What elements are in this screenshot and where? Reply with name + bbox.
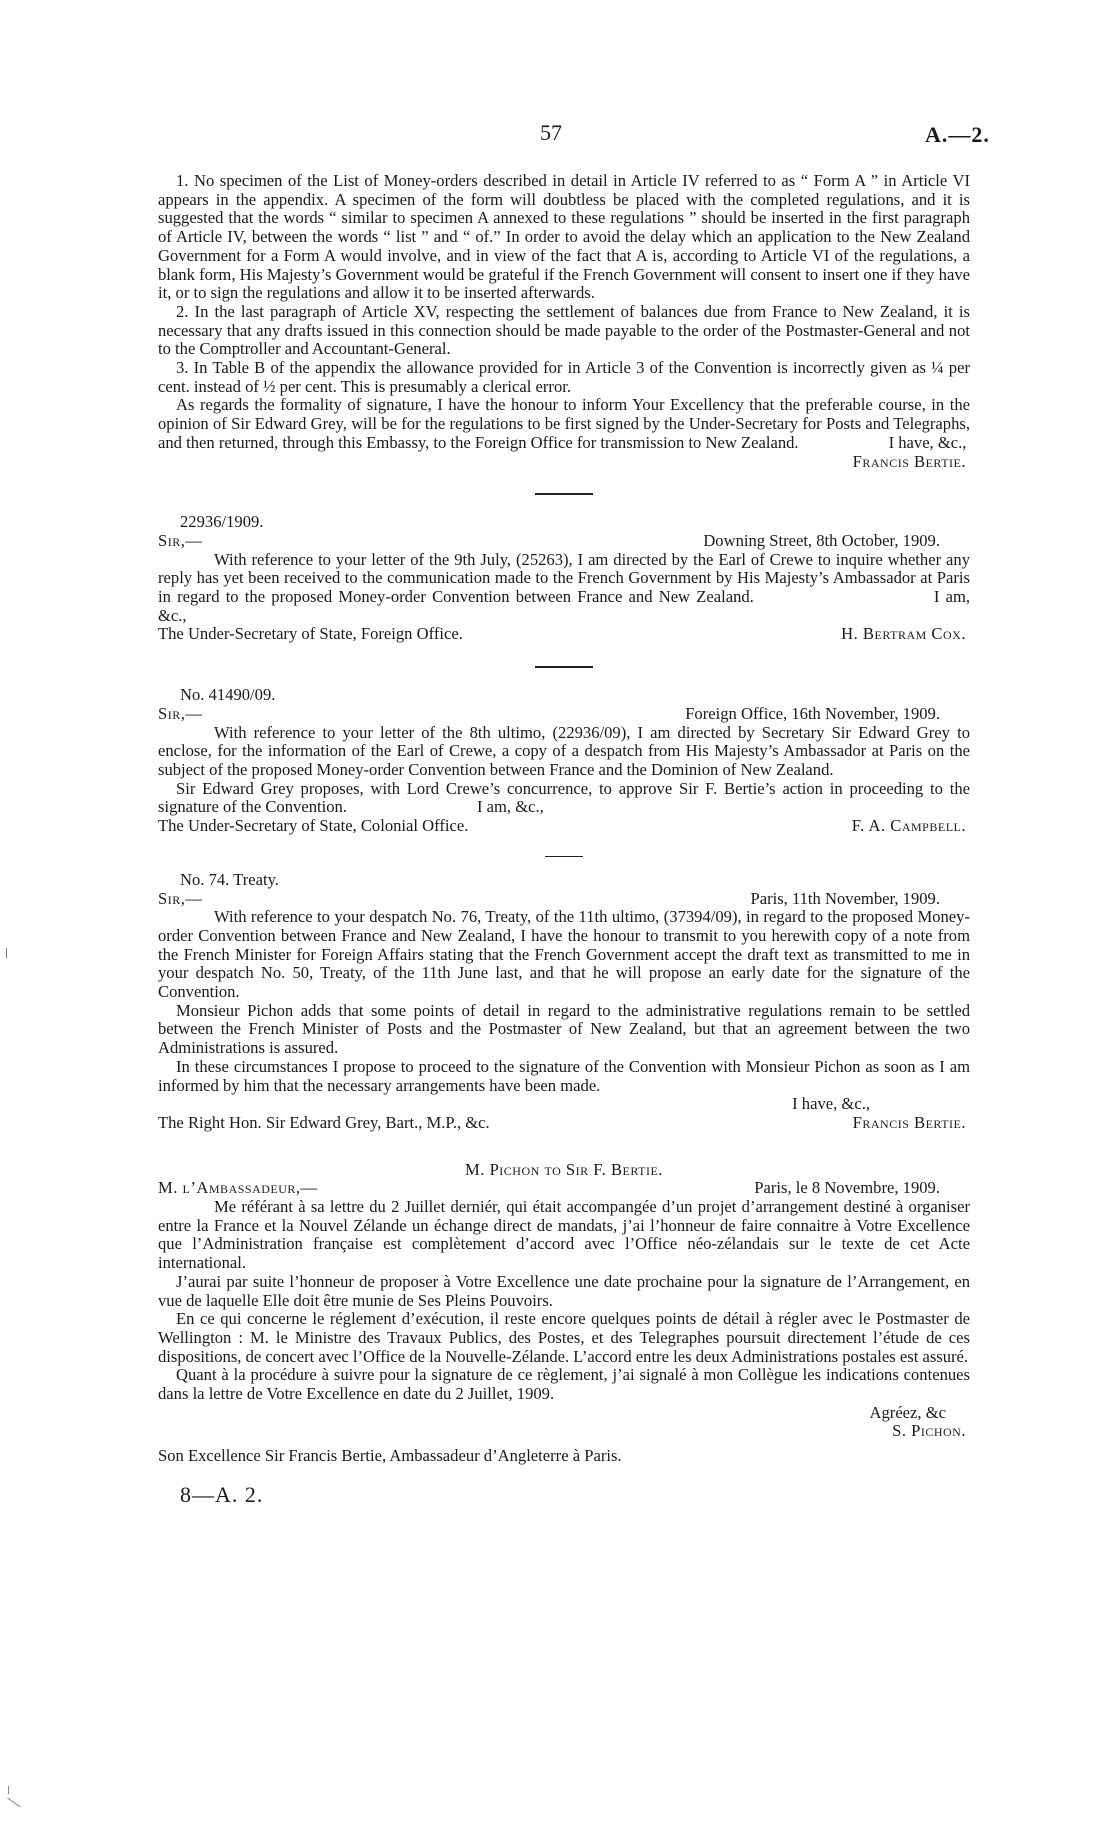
paragraph-3: 3. In Table B of the appendix the allowance provided for in Article 3 of the Convention is incorrectly given as ¼ per cent. instead of ½ per cent. This is presumably a clerical error. (158, 358, 970, 396)
section-divider (535, 493, 593, 495)
file-reference: No. 41490/09. (180, 685, 276, 705)
paragraph-4-text: As regards the formality of signature, I have the honour to inform Your Excellency that the preferable course, in the opinion of Sir Edward Grey, will be for the regulations to be first signed by the Under-Secretary for Posts and Telegraphs, and then returned, through this Embassy, to the Foreign Office for transmission to New Zealand. (158, 395, 970, 452)
addressee-row (158, 625, 970, 644)
salutation: Sir,— (158, 530, 203, 550)
signature-mark: 8—A. 2. (180, 1481, 264, 1507)
closing: Agréez, &c (869, 1402, 946, 1422)
letter-paris-treaty (158, 871, 970, 1133)
section-divider (535, 666, 593, 668)
salutation-row (158, 1179, 970, 1198)
signature: F. A. Campbell. (851, 816, 966, 836)
salutation-row (158, 532, 970, 551)
letter-body (158, 551, 970, 626)
paragraph-4 (158, 396, 970, 452)
letter-body-4: Quant à la procédure à suivre pour la signature de ce règlement, j’ai signalé à mon Collègue les indications contenues dans la lettre de Votre Excellence en date du 2 Juillet, 1909. (158, 1365, 970, 1404)
signature: S. Pichon. (892, 1421, 966, 1441)
page-number: 57 (540, 120, 562, 145)
letter-downing-street (158, 513, 970, 644)
paragraph-1: 1. No specimen of the List of Money-orders described in detail in Article IV referred to as “ Form A ” in Article VI appears in the appendix. A specimen of the form will doubtless be placed with the completed regulations, and it is suggested that the words “ similar to specimen A annexed to these regulations ” should be inserted in the first paragraph of Article IV, between the words “ list ” and “ of.” In order to avoid the delay which an application to the New Zealand Government for a Form A would involve, and in view of the fact that A is, according to Article VI of the regulations, a blank form, His Majesty’s Government would be grateful if the French Government will consent to insert one if they have it, or to sign the regulations and allow it to be inserted afterwards. (158, 171, 970, 303)
place-date: Paris, 11th November, 1909. (750, 888, 940, 908)
letter-body-2 (158, 780, 970, 817)
file-reference: 22936/1909. (180, 512, 264, 532)
file-reference: No. 74. Treaty. (180, 869, 279, 889)
letter-foreign-office (158, 686, 970, 836)
place-date: Foreign Office, 16th November, 1909. (685, 703, 940, 723)
letter-body-2-text: Sir Edward Grey proposes, with Lord Crewe’s concurrence, to approve Sir F. Bertie’s action in proceeding to the signature of the Convention. (158, 778, 970, 817)
place-date: Paris, le 8 Novembre, 1909. (754, 1178, 940, 1198)
closing: I am, &c., (476, 797, 544, 817)
addressee: The Right Hon. Sir Edward Grey, Bart., M.P., &c. (158, 1112, 490, 1132)
closing: I am, &c., (158, 587, 970, 625)
letter-body-3: In these circumstances I propose to proceed to the signature of the Convention with Monsieur Pichon as soon as I am informed by him that the necessary arrangements have been made. (158, 1056, 970, 1095)
letter-bertie-continuation (158, 172, 970, 471)
salutation: Sir,— (158, 703, 203, 723)
addressee: Son Excellence Sir Francis Bertie, Ambassadeur d’Angleterre à Paris. (158, 1446, 622, 1466)
salutation-row (158, 890, 970, 909)
document-body (158, 172, 970, 1505)
letter-body-text: With reference to your letter of the 9th July, (25263), I am directed by the Earl of Crewe to inquire whether any reply has yet been received to the communication made to the French Government by His Majesty’s Ambassador at Paris in regard to the proposed Money-order Convention between France and New Zealand. (158, 549, 970, 607)
letter-body-2: J’aurai par suite l’honneur de proposer à Votre Excellence une date prochaine pour la signature de l’Arrangement, en vue de laquelle Elle doit être munie de Ses Pleins Pouvoirs. (158, 1271, 970, 1310)
letter-body-2: Monsieur Pichon adds that some points of detail in regard to the administrative regulations remain to be settled between the French Minister of Posts and the Postmaster of New Zealand, but that an agreement between the two Administrations is assured. (158, 1000, 970, 1058)
addressee: The Under-Secretary of State, Foreign Office. (158, 624, 463, 644)
section-divider (545, 856, 583, 857)
letter-body-1: With reference to your despatch No. 76, Treaty, of the 11th ultimo, (37394/09), in regard to the proposed Money-order Convention between France and New Zealand, I have the honour to transmit to you herewith copy of a note from the French Minister for Foreign Affairs stating that the French Government accept the draft text as transmitted to me in your despatch No. 50, Treaty, of the 11th June last, and that he will propose an early date for the signature of the Convention. (158, 907, 970, 1002)
salutation-row (158, 705, 970, 724)
paper-reference: A.—2. (925, 122, 990, 147)
margin-mark (8, 1786, 9, 1794)
paragraph-2: 2. In the last paragraph of Article XV, respecting the settlement of balances due from France to New Zealand, it is necessary that any drafts issued in this connection should be made payable to the order of the Postmaster-General and not to the Comptroller and Accountant-General. (158, 301, 970, 359)
signature: Francis Bertie. (852, 1112, 966, 1132)
addressee-row (158, 1114, 970, 1133)
enclosure-heading: M. Pichon to Sir F. Bertie. (465, 1159, 663, 1179)
letter-body-1: With reference to your letter of the 8th ultimo, (22936/09), I am directed by Secretary Sir Edward Grey to enclose, for the information of the Earl of Crewe, a copy of a despatch from His Majesty’s Ambassador at Paris on the subject of the proposed Money-order Convention between France and the Dominion of New Zealand. (158, 722, 970, 779)
signature: H. Bertram Cox. (841, 624, 966, 644)
closing: I have, &c., (888, 432, 967, 452)
place-date: Downing Street, 8th October, 1909. (703, 530, 940, 550)
closing: I have, &c., (792, 1094, 870, 1114)
letter-body-3: En ce qui concerne le réglement d’exécution, il reste encore quelques points de détail à régler avec le Postmaster de Wellington : M. le Ministre des Travaux Publics, des Postes, et des Telegraphes poursuit directement l’étude de ces dispositions, de concert avec l’Office de la Nouvelle-Zélande. L’accord entre les deux Administrations postales est assuré. (158, 1309, 970, 1366)
margin-mark (6, 948, 7, 958)
salutation: Sir,— (158, 888, 203, 908)
signature: Francis Bertie. (852, 451, 966, 471)
salutation: M. l’Ambassadeur,— (158, 1178, 318, 1198)
margin-mark (7, 1798, 21, 1808)
addressee: The Under-Secretary of State, Colonial Office. (158, 816, 469, 836)
letter-body-1: Me référant à sa lettre du 2 Juillet derniér, qui était accompangée d’un projet d’arrangement destiné à organiser entre la France et la Nouvel Zélande un échange direct de mandats, j’ai l’honneur de faire connaitre à Votre Excellence que l’Administration française est complètement d’accord avec l’Office néo-zélandais sur le texte de cet Acte international. (158, 1197, 970, 1273)
addressee-row (158, 817, 970, 836)
letter-pichon-note (158, 1161, 970, 1466)
